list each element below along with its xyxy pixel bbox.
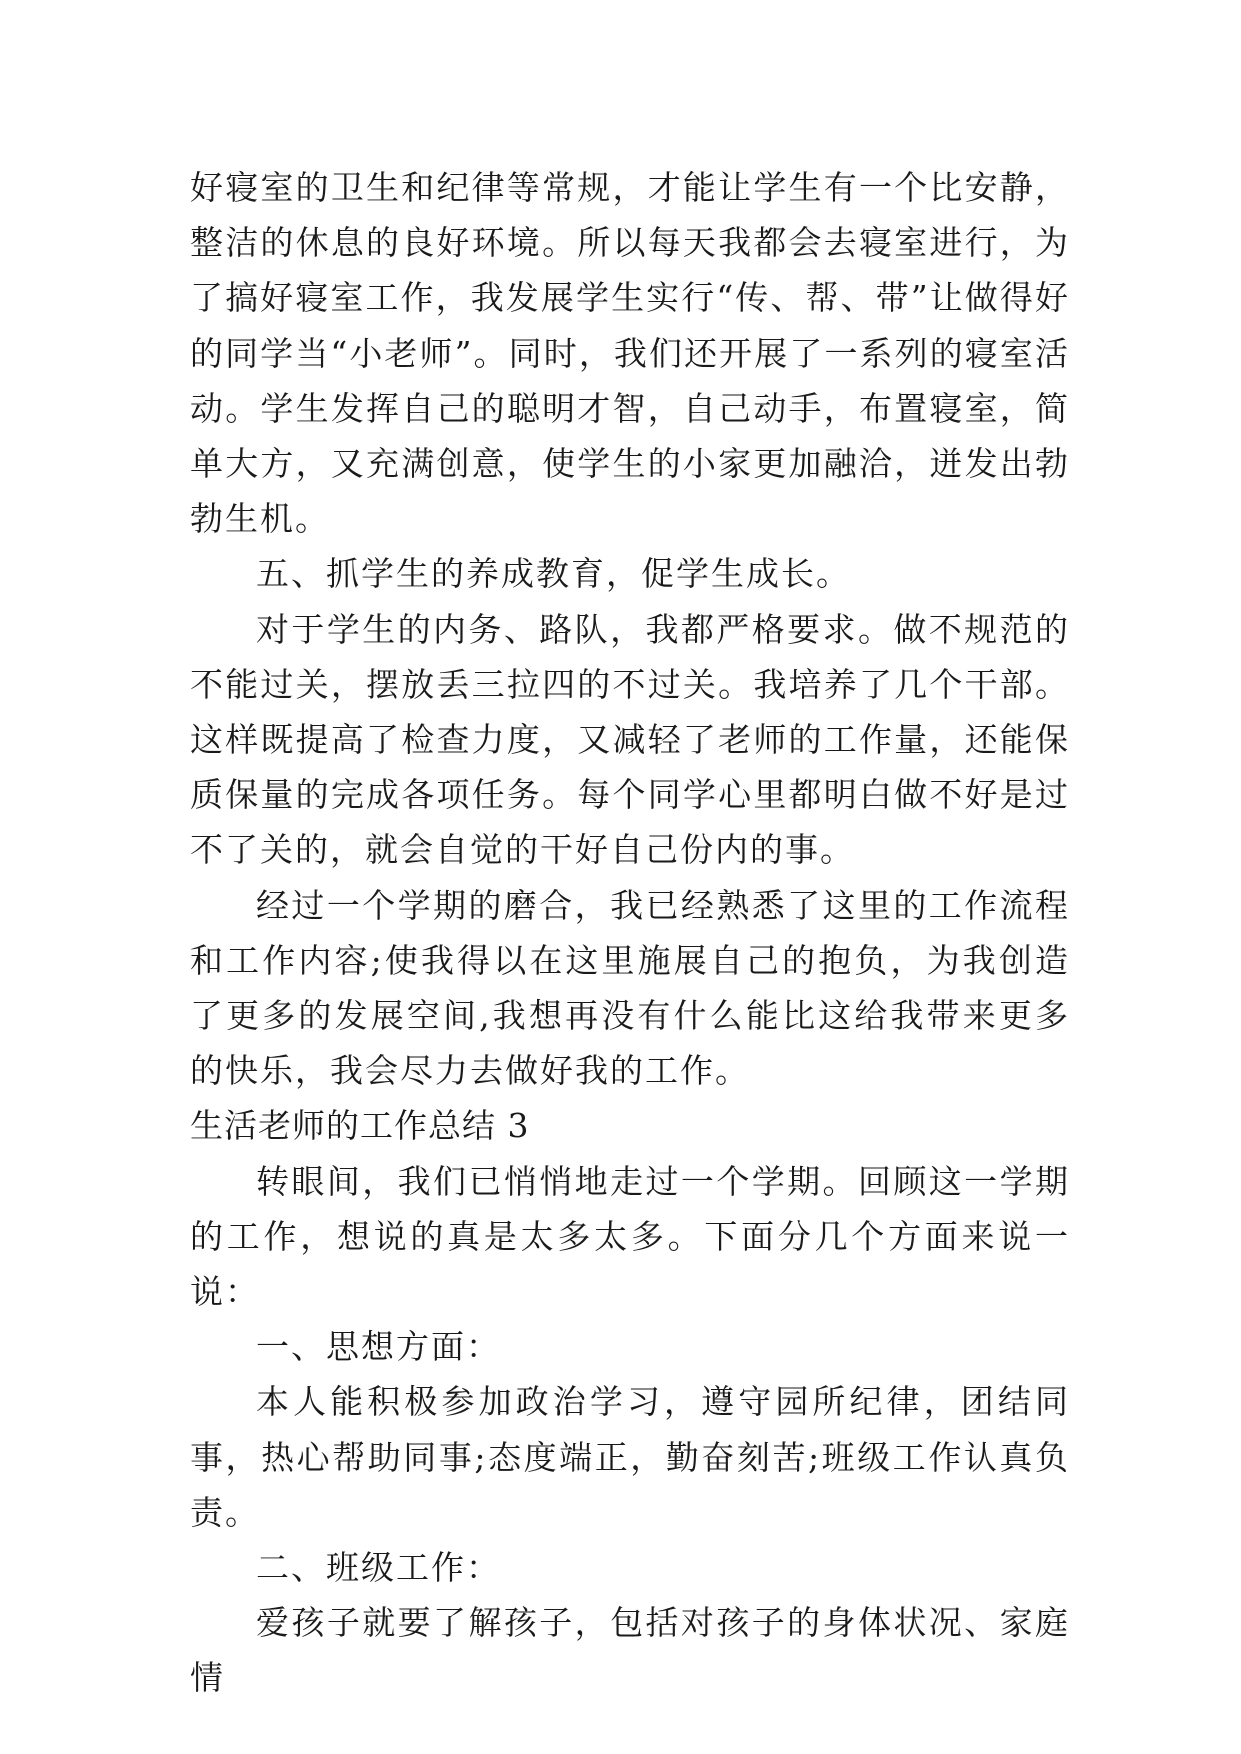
paragraph-habit-education: 对于学生的内务、路队，我都严格要求。做不规范的不能过关，摆放丢三拉四的不过关。我培养了几个干部。这样既提高了检查力度，又减轻了老师的工作量，还能保质保量的完成各项任务。每个同学心里都明白做不好是过不了关的，就会自觉的干好自己份内的事。 — [190, 609, 1070, 870]
section-heading: 生活老师的工作总结 3 — [190, 1106, 530, 1146]
document-body — [190, 160, 1070, 1706]
paragraph-class-work-content: 爱孩子就要了解孩子，包括对孩子的身体状况、家庭情 — [190, 1603, 1070, 1698]
paragraph-thought-title: 一、思想方面： — [256, 1327, 501, 1367]
paragraph-thought-content: 本人能积极参加政治学习，遵守园所纪律，团结同事，热心帮助同事;态度端正，勤奋刻苦;班级工作认真负责。 — [190, 1382, 1070, 1532]
paragraph-dormitory-continuation: 好寝室的卫生和纪律等常规，才能让学生有一个比安静，整洁的休息的良好环境。所以每天我都会去寝室进行，为了搞好寝室工作，我发展学生实行“传、帮、带”让做得好的同学当“小老师”。同时，我们还开展了一系列的寝室活动。学生发挥自己的聪明才智，自己动手，布置寝室，简单大方，又充满创意，使学生的小家更加融洽，迸发出勃勃生机。 — [190, 168, 1070, 539]
paragraph-section-five-title: 五、抓学生的养成教育，促学生成长。 — [256, 554, 851, 594]
paragraph-intro: 转眼间，我们已悄悄地走过一个学期。回顾这一学期的工作，想说的真是太多太多。下面分几个方面来说一说： — [190, 1161, 1070, 1312]
paragraph-semester-summary: 经过一个学期的磨合，我已经熟悉了这里的工作流程和工作内容;使我得以在这里施展自己的抱负，为我创造了更多的发展空间,我想再没有什么能比这给我带来更多的快乐，我会尽力去做好我的工作。 — [190, 885, 1070, 1091]
paragraph-class-work-title: 二、班级工作： — [256, 1548, 501, 1588]
